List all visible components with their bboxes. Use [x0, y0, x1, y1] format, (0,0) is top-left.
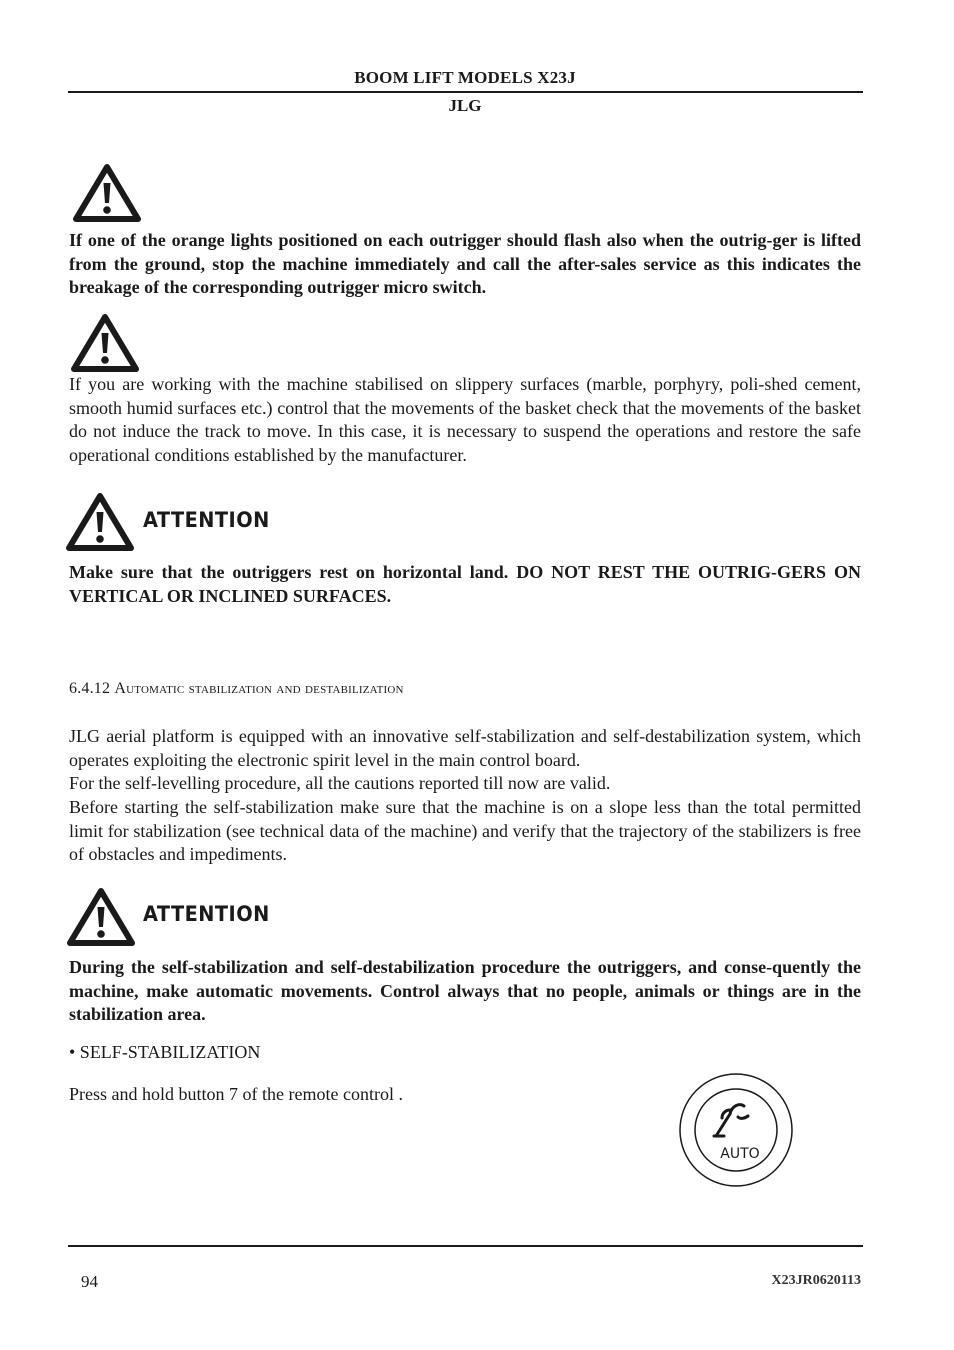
attention-triangle-icon — [65, 492, 135, 552]
attention-text-horizontal-land: Make sure that the outriggers rest on horizontal land. DO NOT REST THE OUTRIG-GERS ON VERTICAL OR INCLINED SURFACES. — [69, 562, 861, 606]
section-number: 6.4.12 — [69, 680, 111, 697]
warning-text-outrigger-lights: If one of the orange lights positioned on each outrigger should flash also when the outrig-ger is lifted from the ground, stop the machine immediately and call the after-sales service as this indicates the breakage of the corresponding outrigger micro switch. — [69, 230, 861, 298]
document-code: X23JR0620113 — [771, 1273, 861, 1288]
footer-rule — [68, 1245, 863, 1247]
header-title: BOOM LIFT MODELS X23J — [354, 68, 576, 87]
attention-label: ATTENTION — [143, 902, 270, 926]
attention-label: ATTENTION — [143, 508, 270, 532]
warning-triangle-icon — [72, 163, 142, 223]
section-title: Automatic stabilization and destabilization — [114, 680, 404, 697]
bullet-self-stabilization: • SELF-STABILIZATION — [69, 1042, 261, 1062]
header-subtitle: JLG — [448, 96, 482, 115]
attention-triangle-icon — [66, 887, 136, 947]
body-paragraph: Before starting the self-stabilization make sure that the machine is on a slope less than the total permitted limit for stabilization (see technical data of the machine) and verify that the trajectory of the stabilizers is free of obstacles and impediments. — [69, 797, 861, 865]
warning-text-slippery-surfaces: If you are working with the machine stabilised on slippery surfaces (marble, porphyry, poli-shed cement, smooth humid surfaces etc.) control that the movements of the basket check that the movements of the basket do not induce the track to move. In this case, it is necessary to suspend the operations and restore the safe operational conditions established by the manufacturer. — [69, 374, 861, 465]
warning-triangle-icon — [70, 313, 140, 373]
page-number: 94 — [81, 1272, 98, 1291]
auto-button-label: AUTO — [720, 1146, 760, 1162]
body-paragraph: JLG aerial platform is equipped with an innovative self-stabilization and self-destabilization system, which operates exploiting the electronic spirit level in the main control board. — [69, 726, 861, 770]
attention-text-automatic-movements: During the self-stabilization and self-destabilization procedure the outriggers, and conse-quently the machine, make automatic movements. Control always that no people, animals or things are in the stabilization area. — [69, 957, 861, 1025]
header-rule — [68, 91, 863, 93]
section-heading — [69, 680, 404, 698]
auto-button-illustration — [678, 1072, 794, 1188]
body-paragraph: For the self-levelling procedure, all the cautions reported till now are valid. — [69, 773, 611, 793]
instruction-text: Press and hold button 7 of the remote control . — [69, 1084, 403, 1104]
